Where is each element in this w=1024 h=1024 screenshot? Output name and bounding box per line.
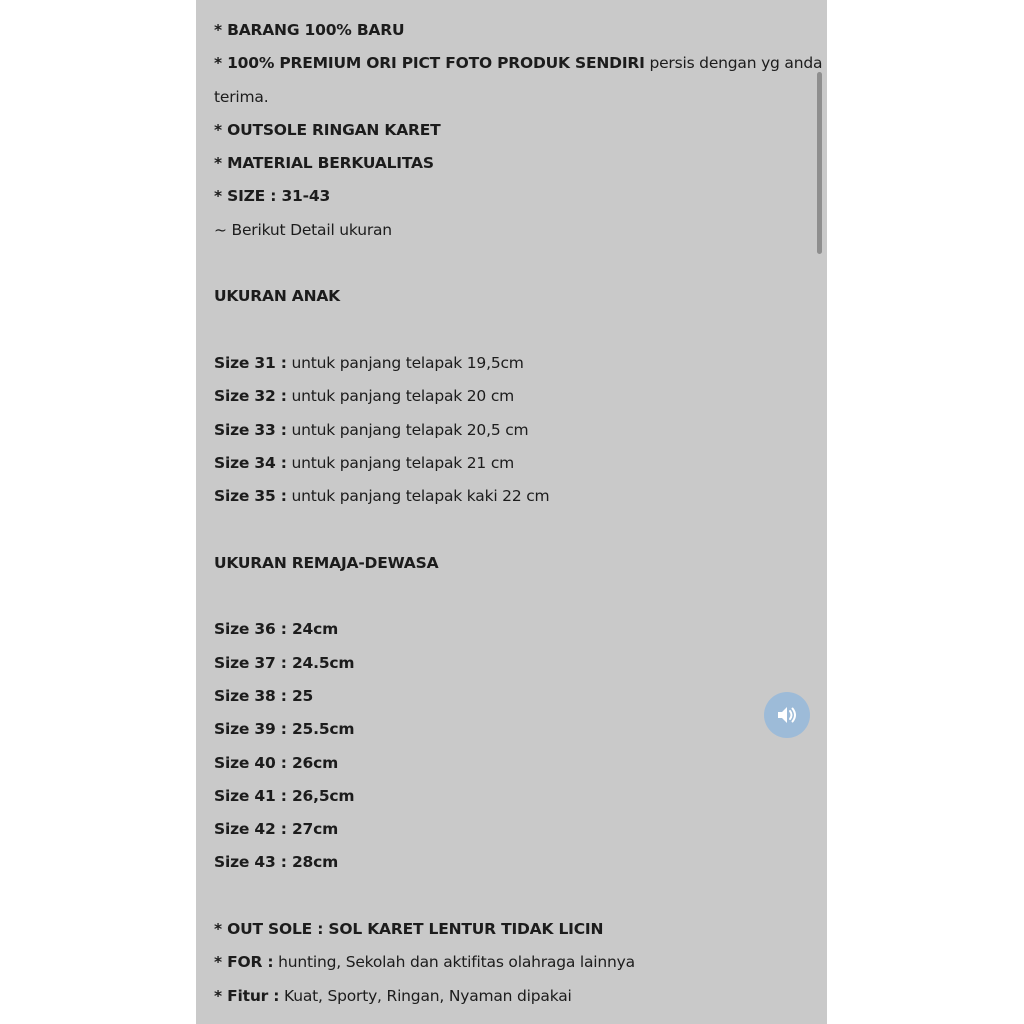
spacer — [214, 247, 797, 280]
spacer — [214, 580, 797, 613]
size-row: Size 35 : untuk panjang telapak kaki 22 cm — [214, 487, 550, 506]
size-row: Size 37 : 24.5cm — [214, 653, 355, 672]
size-row: Size 34 : untuk panjang telapak 21 cm — [214, 453, 515, 472]
speaker-icon — [774, 702, 800, 728]
size-row: Size 40 : 26cm — [214, 753, 339, 772]
size-row: Size 42 : 27cm — [214, 820, 339, 839]
size-row: Size 32 : untuk panjang telapak 20 cm — [214, 387, 515, 406]
audio-button[interactable] — [764, 692, 810, 738]
spacer — [214, 513, 797, 546]
spacer — [214, 314, 797, 347]
section-heading: UKURAN REMAJA-DEWASA — [214, 553, 439, 572]
desc-line: * OUTSOLE RINGAN KARET — [214, 120, 441, 139]
spacer — [214, 880, 797, 913]
desc-line: terima. — [214, 87, 269, 106]
desc-line: * SIZE : 31-43 — [214, 187, 331, 206]
size-row: Size 39 : 25.5cm — [214, 720, 355, 739]
section-heading: UKURAN ANAK — [214, 287, 340, 306]
desc-line: * OUT SOLE : SOL KARET LENTUR TIDAK LICIN — [214, 920, 604, 939]
description-text — [214, 14, 823, 1013]
product-description-panel — [196, 0, 827, 1024]
size-row: Size 31 : untuk panjang telapak 19,5cm — [214, 353, 524, 372]
desc-line: ~ Berikut Detail ukuran — [214, 220, 392, 239]
size-row: Size 41 : 26,5cm — [214, 786, 355, 805]
desc-line: * 100% PREMIUM ORI PICT FOTO PRODUK SENDIRI persis dengan yg anda — [214, 54, 823, 73]
size-row: Size 36 : 24cm — [214, 620, 339, 639]
desc-line: * BARANG 100% BARU — [214, 21, 405, 39]
desc-line: * Fitur : Kuat, Sporty, Ringan, Nyaman dipakai — [214, 986, 572, 1005]
size-row: Size 33 : untuk panjang telapak 20,5 cm — [214, 420, 529, 439]
size-row: Size 38 : 25 — [214, 686, 314, 705]
scrollbar[interactable] — [817, 72, 822, 254]
desc-line: * MATERIAL BERKUALITAS — [214, 154, 434, 173]
desc-line: * FOR : hunting, Sekolah dan aktifitas olahraga lainnya — [214, 953, 635, 972]
size-row: Size 43 : 28cm — [214, 853, 339, 872]
